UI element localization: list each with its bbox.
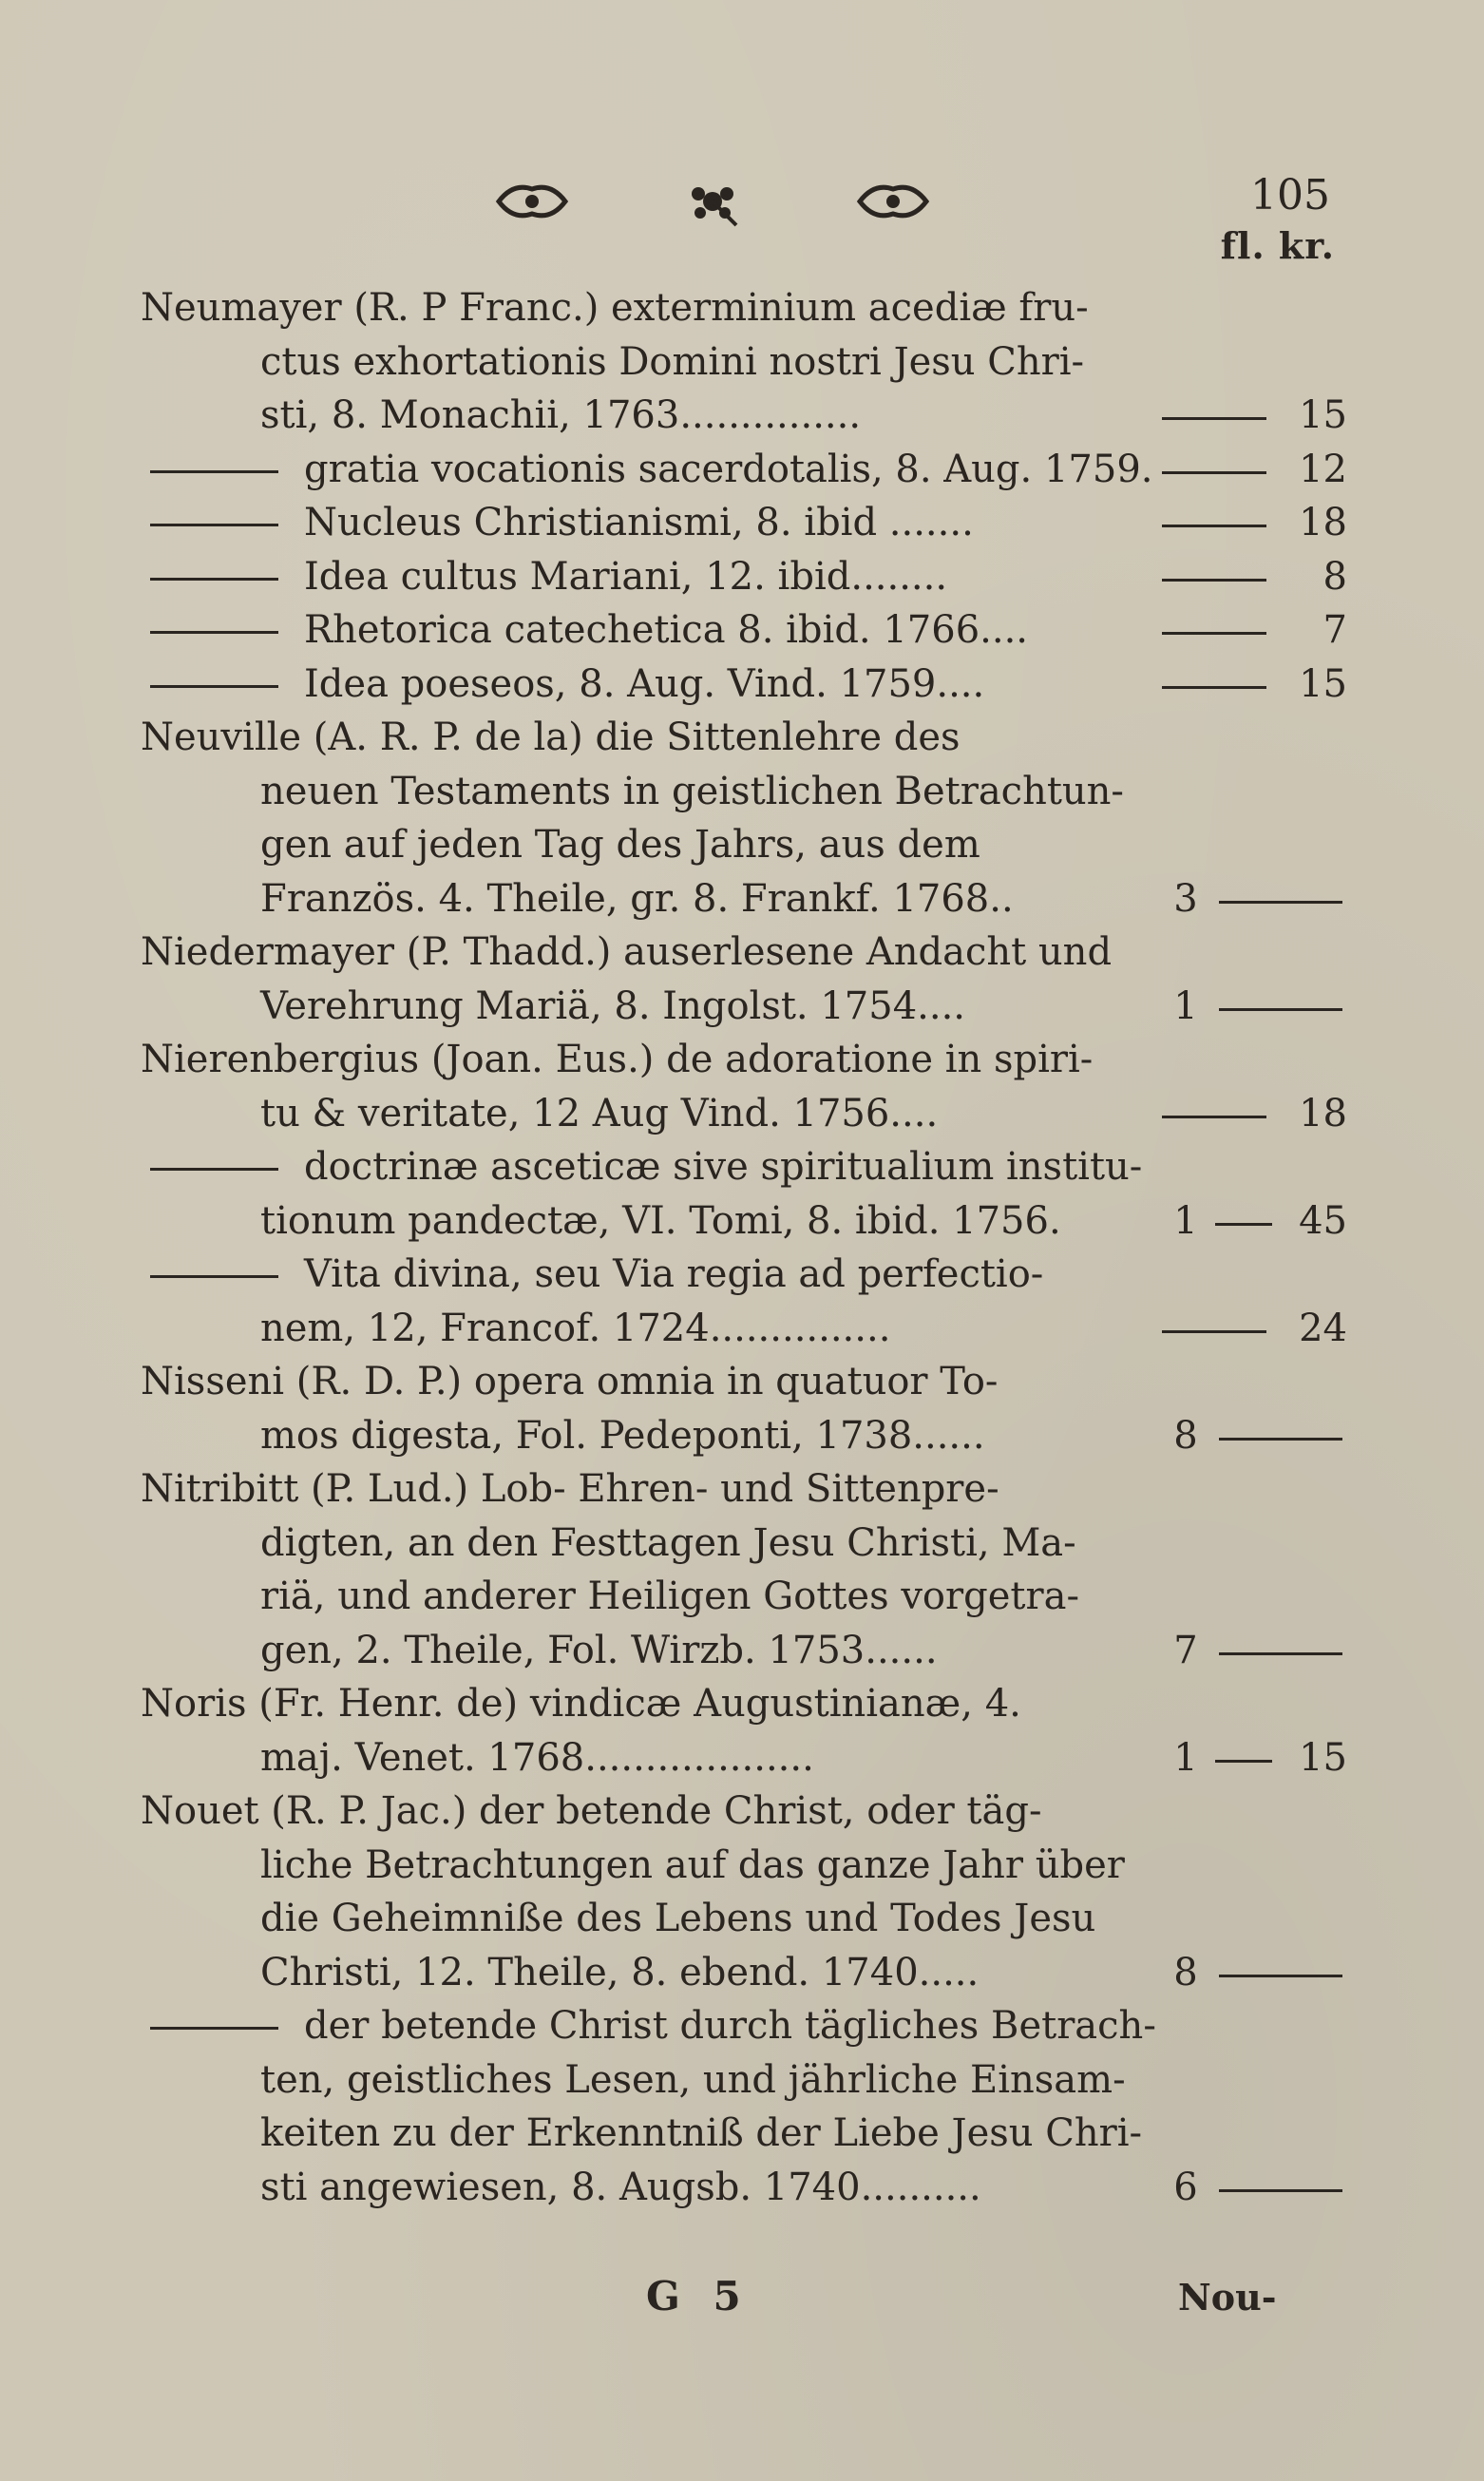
catalog-continuation-line: [141, 2107, 1347, 2161]
catalog-entries: [141, 281, 1347, 2214]
entry-text: der betende Christ durch tägliches Betrach-: [304, 2004, 1156, 2048]
entry-text: mos digesta, Fol. Pedeponti, 1738......: [260, 1413, 985, 1458]
entry-text: neuen Testaments in geistlichen Betrachtun-: [260, 769, 1124, 813]
price-column: [1162, 496, 1347, 550]
catalog-continuation-line: [141, 1194, 1347, 1249]
entry-text: riä, und anderer Heiligen Gottes vorgetra-: [260, 1574, 1079, 1618]
price-rule: [1162, 525, 1266, 527]
price-column: [1162, 1946, 1347, 2000]
catalog-continuation-line: [141, 1946, 1347, 2000]
entry-text: doctrinæ asceticæ sive spiritualium institu-: [304, 1145, 1143, 1189]
catalog-continuation-line: [141, 1624, 1347, 1678]
price-rule: [1162, 579, 1266, 582]
entry-text: Idea poeseos, 8. Aug. Vind. 1759....: [304, 661, 985, 706]
entry-text: tionum pandectæ, VI. Tomi, 8. ibid. 1756.: [260, 1198, 1061, 1243]
entry-text: Nierenbergius (Joan. Eus.) de adoratione in spiri-: [141, 1038, 1094, 1081]
currency-header: fl. kr.: [1220, 224, 1335, 267]
catalog-entry-line: [141, 926, 1347, 980]
entry-text: Nitribitt (P. Lud.) Lob- Ehren- und Sittenpre-: [141, 1467, 999, 1511]
entry-text: ctus exhortationis Domini nostri Jesu Chri-: [260, 339, 1085, 384]
price-kreuzer: 24: [1299, 1306, 1347, 1350]
price-florin: 3: [1173, 876, 1198, 921]
price-column: [1162, 658, 1347, 712]
price-column: [1162, 389, 1347, 443]
header-ornaments: [494, 163, 931, 239]
entry-text: die Geheimniße des Lebens und Todes Jesu: [260, 1897, 1096, 1940]
catalog-entry-line: [141, 1033, 1347, 1087]
catalog-continuation-line: [141, 1409, 1347, 1463]
entry-text: Vita divina, seu Via regia ad perfectio-: [304, 1252, 1044, 1296]
catalog-entry-line: [141, 1355, 1347, 1409]
price-column: [1162, 1624, 1347, 1678]
price-florin: 1: [1173, 1735, 1198, 1780]
entry-text: sti, 8. Monachii, 1763...............: [260, 393, 862, 437]
price-florin: 8: [1173, 1413, 1198, 1458]
entry-text: ten, geistliches Lesen, und jährliche Einsam-: [260, 2057, 1126, 2102]
entry-text: Idea cultus Mariani, 12. ibid........: [304, 554, 948, 599]
price-kreuzer: 15: [1299, 1735, 1347, 1780]
ditto-dash: [150, 578, 278, 581]
scroll-ornament-icon: [855, 178, 931, 225]
entry-text: Nisseni (R. D. P.) opera omnia in quatuor To-: [141, 1360, 999, 1403]
price-column: [1162, 1087, 1347, 1141]
catalog-sub-entry-line: [141, 603, 1347, 658]
scroll-ornament-icon: [494, 178, 570, 225]
catalog-sub-entry-line: [141, 550, 1347, 604]
price-rule: [1162, 417, 1266, 420]
catalog-entry-line: [141, 711, 1347, 765]
catalog-continuation-line: [141, 818, 1347, 872]
entry-text: gen, 2. Theile, Fol. Wirzb. 1753......: [260, 1628, 938, 1672]
catalog-continuation-line: [141, 2053, 1347, 2108]
price-rule: [1162, 686, 1266, 689]
price-column: [1162, 872, 1347, 926]
ditto-dash: [150, 1168, 278, 1171]
price-rule: [1215, 1760, 1272, 1763]
catalog-entry-line: [141, 1462, 1347, 1517]
entry-text: Neuville (A. R. P. de la) die Sittenlehre des: [141, 716, 961, 759]
catalog-continuation-line: [141, 1892, 1347, 1946]
price-rule: [1219, 901, 1342, 904]
catalog-continuation-line: [141, 389, 1347, 443]
entry-text: maj. Venet. 1768...................: [260, 1735, 814, 1780]
ditto-dash: [150, 1275, 278, 1278]
price-rule: [1162, 1116, 1266, 1118]
entry-text: tu & veritate, 12 Aug Vind. 1756....: [260, 1091, 939, 1136]
price-rule: [1162, 1330, 1266, 1333]
entry-text: Christi, 12. Theile, 8. ebend. 1740.....: [260, 1950, 980, 1994]
entry-text: digten, an den Festtagen Jesu Christi, Ma-: [260, 1520, 1076, 1565]
entry-text: gen auf jeden Tag des Jahrs, aus dem: [260, 823, 980, 867]
ditto-dash: [150, 631, 278, 634]
flower-ornament-icon: [679, 173, 746, 230]
catalog-continuation-line: [141, 1517, 1347, 1571]
price-kreuzer: 12: [1299, 447, 1347, 491]
price-florin: 7: [1173, 1628, 1198, 1672]
price-kreuzer: 18: [1299, 1091, 1347, 1136]
price-rule: [1219, 1652, 1342, 1655]
entry-text: sti angewiesen, 8. Augsb. 1740..........: [260, 2165, 981, 2209]
entry-text: Niedermayer (P. Thadd.) auserlesene Andacht und: [141, 930, 1113, 974]
price-kreuzer: 7: [1322, 608, 1347, 652]
catalog-sub-entry-line: [141, 1248, 1347, 1302]
price-florin: 1: [1173, 1198, 1198, 1243]
entry-text: Nouet (R. P. Jac.) der betende Christ, oder täg-: [141, 1789, 1042, 1833]
catalog-entry-line: [141, 1677, 1347, 1731]
price-kreuzer: 45: [1299, 1198, 1347, 1243]
entry-text: nem, 12, Francof. 1724...............: [260, 1306, 891, 1350]
price-column: [1162, 550, 1347, 604]
signature-mark: G 5: [646, 2273, 751, 2319]
price-florin: 6: [1173, 2165, 1198, 2209]
price-kreuzer: 15: [1299, 393, 1347, 437]
entry-text: Noris (Fr. Henr. de) vindicæ Augustinianæ, 4.: [141, 1682, 1021, 1726]
price-kreuzer: 8: [1322, 554, 1347, 599]
catalog-sub-entry-line: [141, 1999, 1347, 2053]
catalog-entry-line: [141, 1784, 1347, 1839]
catalog-continuation-line: [141, 765, 1347, 819]
price-florin: 1: [1173, 983, 1198, 1028]
ditto-dash: [150, 2027, 278, 2030]
catalog-continuation-line: [141, 1570, 1347, 1624]
price-kreuzer: 18: [1299, 501, 1347, 544]
catalog-sub-entry-line: [141, 443, 1347, 497]
price-column: [1162, 603, 1347, 658]
entry-text: Verehrung Mariä, 8. Ingolst. 1754....: [260, 983, 966, 1028]
price-column: [1162, 1194, 1347, 1249]
ditto-dash: [150, 524, 278, 526]
price-rule: [1219, 1438, 1342, 1441]
price-column: [1162, 1409, 1347, 1463]
ditto-dash: [150, 685, 278, 688]
page-number: 105: [1250, 171, 1330, 219]
price-florin: 8: [1173, 1950, 1198, 1994]
entry-text: liche Betrachtungen auf das ganze Jahr über: [260, 1842, 1125, 1887]
entry-text: Nucleus Christianismi, 8. ibid .......: [304, 501, 974, 544]
entry-text: Französ. 4. Theile, gr. 8. Frankf. 1768..: [260, 876, 1014, 921]
entry-text: Neumayer (R. P Franc.) exterminium acediæ fru-: [141, 286, 1089, 330]
price-rule: [1219, 1008, 1342, 1011]
price-rule: [1219, 1975, 1342, 1977]
price-column: [1162, 1731, 1347, 1785]
price-column: [1162, 980, 1347, 1034]
catalog-continuation-line: [141, 980, 1347, 1034]
price-rule: [1162, 632, 1266, 635]
entry-text: Rhetorica catechetica 8. ibid. 1766....: [304, 608, 1029, 652]
entry-text: gratia vocationis sacerdotalis, 8. Aug. 1759.: [304, 447, 1153, 491]
price-rule: [1215, 1223, 1272, 1226]
catalog-continuation-line: [141, 1087, 1347, 1141]
catalog-continuation-line: [141, 1839, 1347, 1893]
price-column: [1162, 443, 1347, 497]
price-kreuzer: 15: [1299, 661, 1347, 706]
price-column: [1162, 2161, 1347, 2215]
catalog-entry-line: [141, 281, 1347, 335]
catalog-continuation-line: [141, 1731, 1347, 1785]
price-column: [1162, 1302, 1347, 1356]
catalog-continuation-line: [141, 1302, 1347, 1356]
catalog-continuation-line: [141, 872, 1347, 926]
ditto-dash: [150, 470, 278, 473]
catalog-sub-entry-line: [141, 496, 1347, 550]
price-rule: [1219, 2189, 1342, 2192]
catchword: Nou-: [1178, 2276, 1277, 2319]
catalog-sub-entry-line: [141, 1140, 1347, 1194]
entry-text: keiten zu der Erkenntniß der Liebe Jesu Chri-: [260, 2111, 1143, 2155]
price-rule: [1162, 471, 1266, 474]
catalog-continuation-line: [141, 2161, 1347, 2215]
catalog-sub-entry-line: [141, 658, 1347, 712]
catalog-continuation-line: [141, 335, 1347, 390]
